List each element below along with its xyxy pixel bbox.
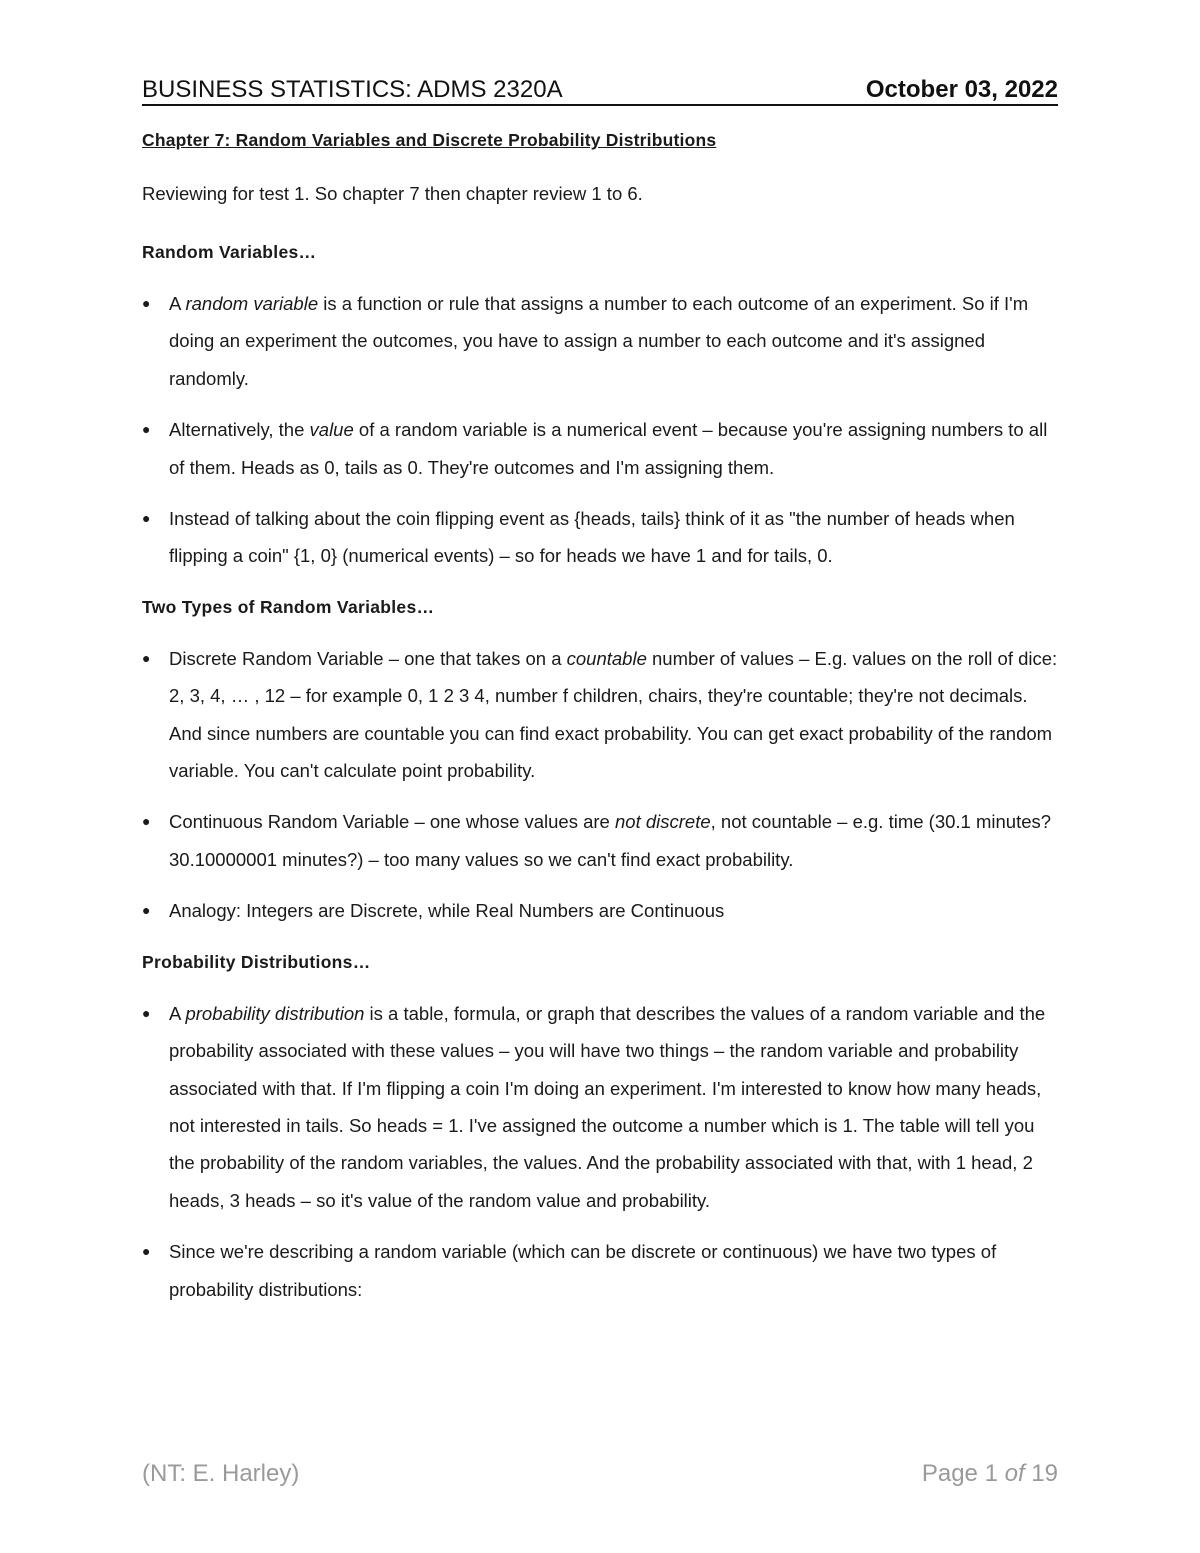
list-item: ● A random variable is a function or rule that assigns a number to each outcome of an experiment. So if I'm doing an experiment the outcomes, you have to assign a number to each outcome and it's assigned randomly. <box>142 285 1058 397</box>
document-body <box>142 130 1058 1322</box>
bullet-list-random-variables <box>142 285 1058 575</box>
bullet-icon: ● <box>142 510 151 527</box>
list-item: ● Instead of talking about the coin flipping event as {heads, tails} think of it as "the number of heads when flipping a coin" {1, 0} (numerical events) – so for heads we have 1 and for tails, 0. <box>142 500 1058 575</box>
list-item: ● A probability distribution is a table, formula, or graph that describes the values of a random variable and the probability associated with these values – you will have two things – the random variable and probability associated with that. If I'm flipping a coin I'm doing an experiment. I'm interested to know how many heads, not interested in tails. So heads = 1. I've assigned the outcome a number which is 1. The table will tell you the probability of the random variables, the values. And the probability associated with that, with 1 head, 2 heads, 3 heads – so it's value of the random value and probability. <box>142 995 1058 1219</box>
bullet-list-probability-distributions <box>142 995 1058 1308</box>
bullet-icon: ● <box>142 902 151 919</box>
bullet-list-two-types <box>142 640 1058 930</box>
list-item: ● Analogy: Integers are Discrete, while Real Numbers are Continuous <box>142 892 1058 929</box>
bullet-icon: ● <box>142 295 151 311</box>
footer-author: (NT: E. Harley) <box>142 1460 300 1487</box>
section-heading-two-types: Two Types of Random Variables… <box>142 596 435 617</box>
list-item: ● Continuous Random Variable – one whose values are not discrete, not countable – e.g. time (30.1 minutes? 30.10000001 minutes?) – too many values so we can't find exact probability. <box>142 803 1058 878</box>
bullet-icon: ● <box>142 649 151 666</box>
section-heading-random-variables: Random Variables… <box>142 242 317 262</box>
course-title: BUSINESS STATISTICS: ADMS 2320A <box>142 76 563 103</box>
bullet-icon: ● <box>142 813 151 830</box>
bullet-icon: ● <box>142 421 151 438</box>
list-item: ● Since we're describing a random variable (which can be discrete or continuous) we have two types of probability distributions: <box>142 1233 1058 1308</box>
page-header <box>142 68 1058 106</box>
intro-text: Reviewing for test 1. So chapter 7 then chapter review 1 to 6. <box>142 183 643 204</box>
bullet-icon: ● <box>142 1243 151 1260</box>
page-number: Page 1 of 19 <box>921 1460 1058 1487</box>
chapter-title: Chapter 7: Random Variables and Discrete Probability Distributions <box>142 130 717 150</box>
list-item: ● Alternatively, the value of a random variable is a numerical event – because you're assigning numbers to all of them. Heads as 0, tails as 0. They're outcomes and I'm assigning them. <box>142 411 1058 486</box>
section-heading-probability-distributions: Probability Distributions… <box>142 951 371 972</box>
list-item: ● Discrete Random Variable – one that takes on a countable number of values – E.g. values on the roll of dice: 2, 3, 4, … , 12 – for example 0, 1 2 3 4, number f children, chairs, they're countable; they're not decimals. And since numbers are countable you can find exact probability. You can get exact probability of the random variable. You can't calculate point probability. <box>142 640 1058 790</box>
page-footer <box>142 1460 1058 1488</box>
bullet-icon: ● <box>142 1004 151 1021</box>
header-date: October 03, 2022 <box>865 76 1058 103</box>
